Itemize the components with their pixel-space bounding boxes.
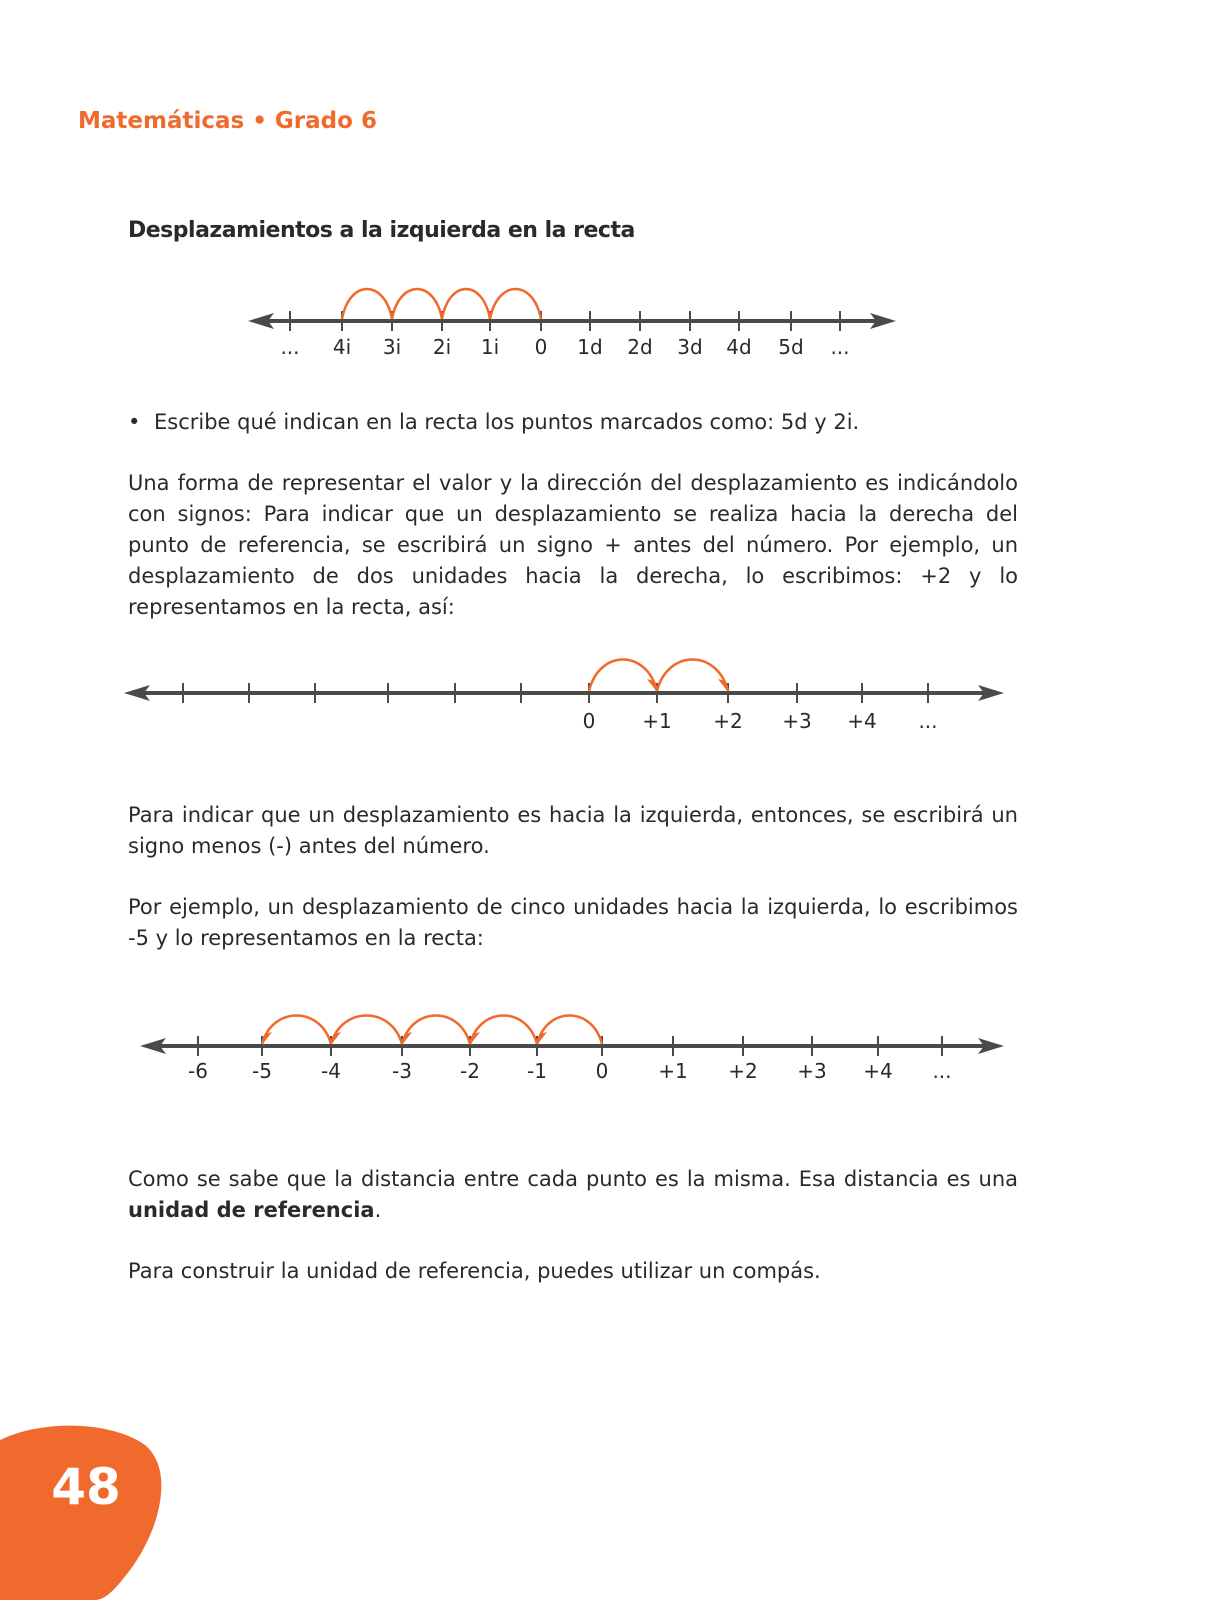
tick-label: 1d — [577, 335, 603, 359]
tick-label: -6 — [188, 1059, 208, 1083]
axis-arrow-right — [870, 313, 896, 329]
tick-label: +1 — [658, 1059, 688, 1083]
hop-arrowhead — [647, 679, 657, 692]
tick-label: +4 — [863, 1059, 893, 1083]
hop-arrowhead — [402, 1032, 412, 1045]
hop-arc — [442, 289, 490, 319]
hop-arrowhead — [331, 1032, 341, 1045]
bullet-dot: • — [128, 410, 141, 434]
tick-label: 0 — [534, 335, 548, 359]
hop-arrowhead — [537, 1032, 547, 1045]
axis-arrow-left — [124, 685, 150, 701]
hop-arc — [589, 660, 657, 692]
tick-label: -1 — [527, 1059, 547, 1083]
paragraph-unidad — [128, 1164, 1018, 1226]
tick-label: ... — [932, 1059, 952, 1083]
paragraph-unidad-text: Como se sabe que la distancia entre cada punto es la misma. Esa distancia es una — [128, 1167, 1018, 1191]
bullet-text: Escribe qué indican en la recta los puntos marcados como: 5d y 2i. — [154, 410, 860, 434]
hop-arc — [331, 1016, 402, 1045]
tick-label: +3 — [782, 709, 812, 733]
paragraph-compas: Para construir la unidad de referencia, puedes utilizar un compás. — [128, 1259, 821, 1283]
axis-arrow-right — [978, 1038, 1004, 1054]
tick-label: -4 — [321, 1059, 341, 1083]
tick-label: 2i — [432, 335, 452, 359]
tick-label: +1 — [642, 709, 672, 733]
paragraph-izquierda: Para indicar que un desplazamiento es hacia la izquierda, entonces, se escribirá un signo menos (-) antes del número. — [128, 803, 1018, 858]
hop-arc — [537, 1016, 602, 1045]
tick-label: 0 — [582, 709, 596, 733]
tick-label: +2 — [713, 709, 743, 733]
tick-label: ... — [918, 709, 938, 733]
header-title: Matemáticas • Grado 6 — [78, 108, 377, 134]
hop-arc — [392, 289, 442, 319]
hop-arc — [262, 1016, 331, 1045]
hop-arc — [342, 289, 392, 319]
axis-arrow-left — [140, 1038, 166, 1054]
axis-arrow-right — [978, 685, 1004, 701]
paragraph-signos: Una forma de representar el valor y la dirección del desplazamiento es indicándolo con signos: Para indicar que un desplazamiento se realiza hacia la derecha del punto de referencia, se escribirá un signo + antes del número. Por ejemplo, un desplazamiento de dos unidades hacia la derecha, lo escribimos: +2 y lo representamos en la recta, así: — [128, 471, 1018, 619]
tick-label: 4d — [726, 335, 752, 359]
tick-label: -5 — [252, 1059, 272, 1083]
tick-label: +2 — [728, 1059, 758, 1083]
unidad-de-referencia-term: unidad de referencia — [128, 1198, 375, 1222]
tick-label: 0 — [595, 1059, 609, 1083]
tick-label: 5d — [778, 335, 804, 359]
tick-label: 4i — [332, 335, 352, 359]
tick-label: ... — [280, 335, 300, 359]
tick-label: +4 — [847, 709, 877, 733]
tick-label: 3d — [677, 335, 703, 359]
paragraph-unidad-end: . — [374, 1198, 382, 1222]
hop-arrowhead — [262, 1032, 272, 1045]
axis-arrow-left — [248, 313, 274, 329]
page-number: 48 — [51, 1458, 121, 1516]
section-title: Desplazamientos a la izquierda en la recta — [128, 218, 635, 243]
tick-label: 1i — [480, 335, 500, 359]
tick-label: 3i — [382, 335, 402, 359]
tick-label: -2 — [460, 1059, 480, 1083]
hop-arc — [402, 1016, 470, 1045]
hop-arc — [657, 660, 728, 692]
tick-label: +3 — [797, 1059, 827, 1083]
tick-label: -3 — [392, 1059, 412, 1083]
hop-arc — [490, 289, 541, 319]
hop-arrowhead — [470, 1032, 480, 1045]
hop-arrowhead — [718, 679, 728, 692]
tick-label: ... — [830, 335, 850, 359]
paragraph-ejemplo: Por ejemplo, un desplazamiento de cinco unidades hacia la izquierda, lo escribimos -5 y lo representamos en la recta: — [128, 895, 1018, 950]
hop-arc — [470, 1016, 537, 1045]
tick-label: 2d — [627, 335, 653, 359]
